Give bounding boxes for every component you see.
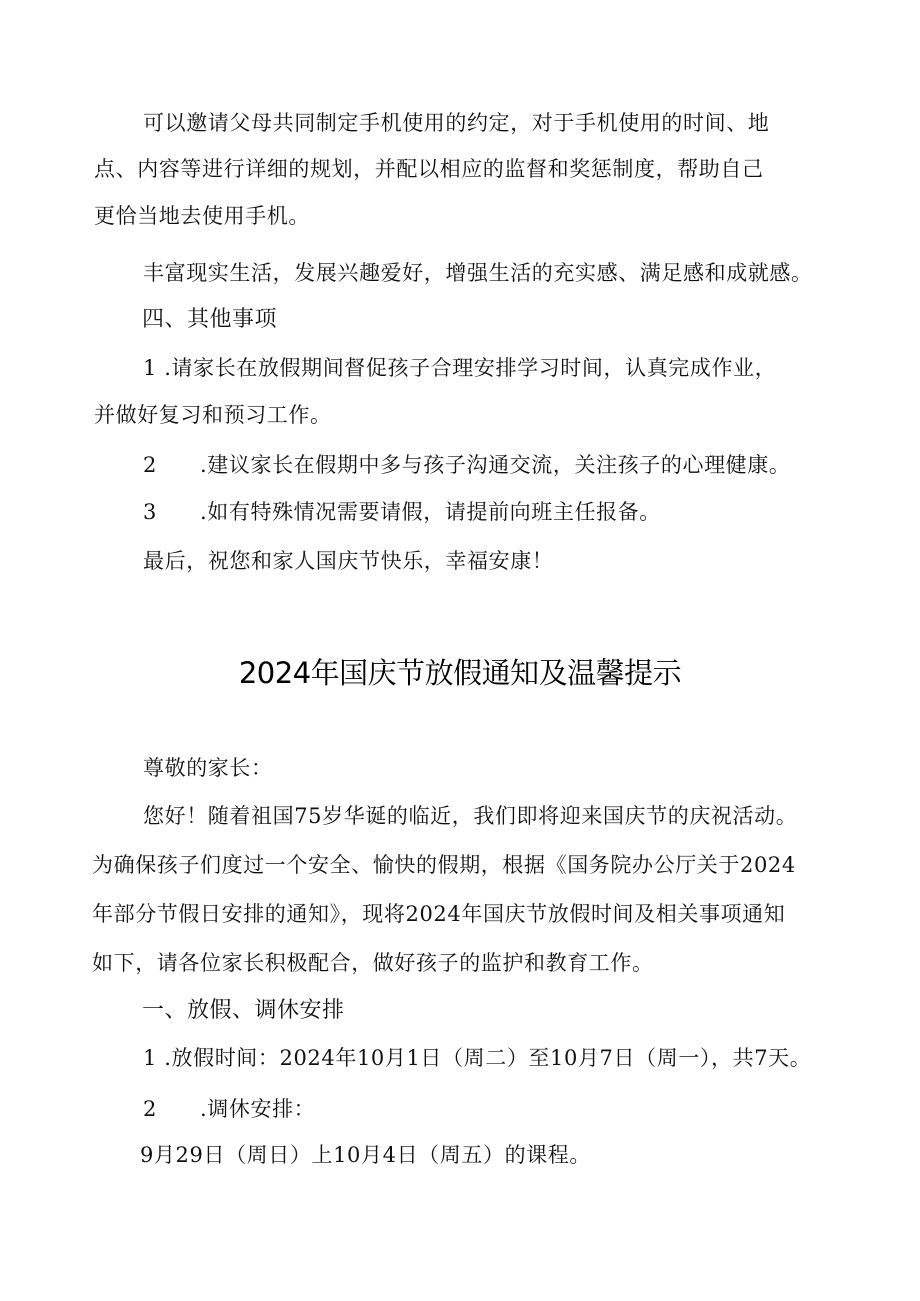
- list-item-text: .如有特殊情况需要请假，请提前向班主任报备。: [200, 500, 661, 524]
- paragraph-line: 如下，请各位家长积极配合，做好孩子的监护和教育工作。: [92, 951, 654, 975]
- list-item-detail: 9月29日（周日）上10月4日（周五）的课程。: [140, 1143, 591, 1167]
- paragraph-line: 可以邀请父母共同制定手机使用的约定，对于手机使用的时间、地: [143, 111, 770, 135]
- list-item: 1 .放假时间：2024年10月1日（周二）至10月7日（周一），共7天。: [143, 1046, 812, 1070]
- paragraph-line: 年部分节假日安排的通知》，现将2024年国庆节放假时间及相关事项通知: [92, 902, 786, 926]
- paragraph-line: 更恰当地去使用手机。: [94, 204, 310, 228]
- greeting: 尊敬的家长：: [143, 756, 273, 780]
- section-heading: 一、放假、调休安排: [142, 998, 345, 1023]
- list-item-line: 1 .请家长在放假期间督促孩子合理安排学习时间，认真完成作业，: [143, 356, 777, 380]
- page-title: 2024年国庆节放假通知及温馨提示: [238, 656, 682, 690]
- list-item-number: 2: [143, 453, 157, 477]
- closing-line: 最后，祝您和家人国庆节快乐，幸福安康！: [143, 549, 554, 573]
- list-item-text: .调休安排：: [200, 1097, 316, 1121]
- paragraph-line: 为确保孩子们度过一个安全、愉快的假期，根据《国务院办公厅关于2024: [92, 853, 796, 877]
- paragraph-line: 点、内容等进行详细的规划，并配以相应的监督和奖惩制度，帮助自己: [94, 157, 764, 181]
- list-item-number: 2: [143, 1097, 157, 1121]
- paragraph: 丰富现实生活，发展兴趣爱好，增强生活的充实感、满足感和成就感。: [143, 261, 813, 285]
- section-heading: 四、其他事项: [142, 307, 278, 332]
- list-item-number: 3: [143, 500, 157, 524]
- list-item-text: .建议家长在假期中多与孩子沟通交流，关注孩子的心理健康。: [200, 453, 791, 477]
- list-item-line: 并做好复习和预习工作。: [94, 403, 332, 427]
- paragraph-line: 您好！随着祖国75岁华诞的临近，我们即将迎来国庆节的庆祝活动。: [143, 804, 798, 828]
